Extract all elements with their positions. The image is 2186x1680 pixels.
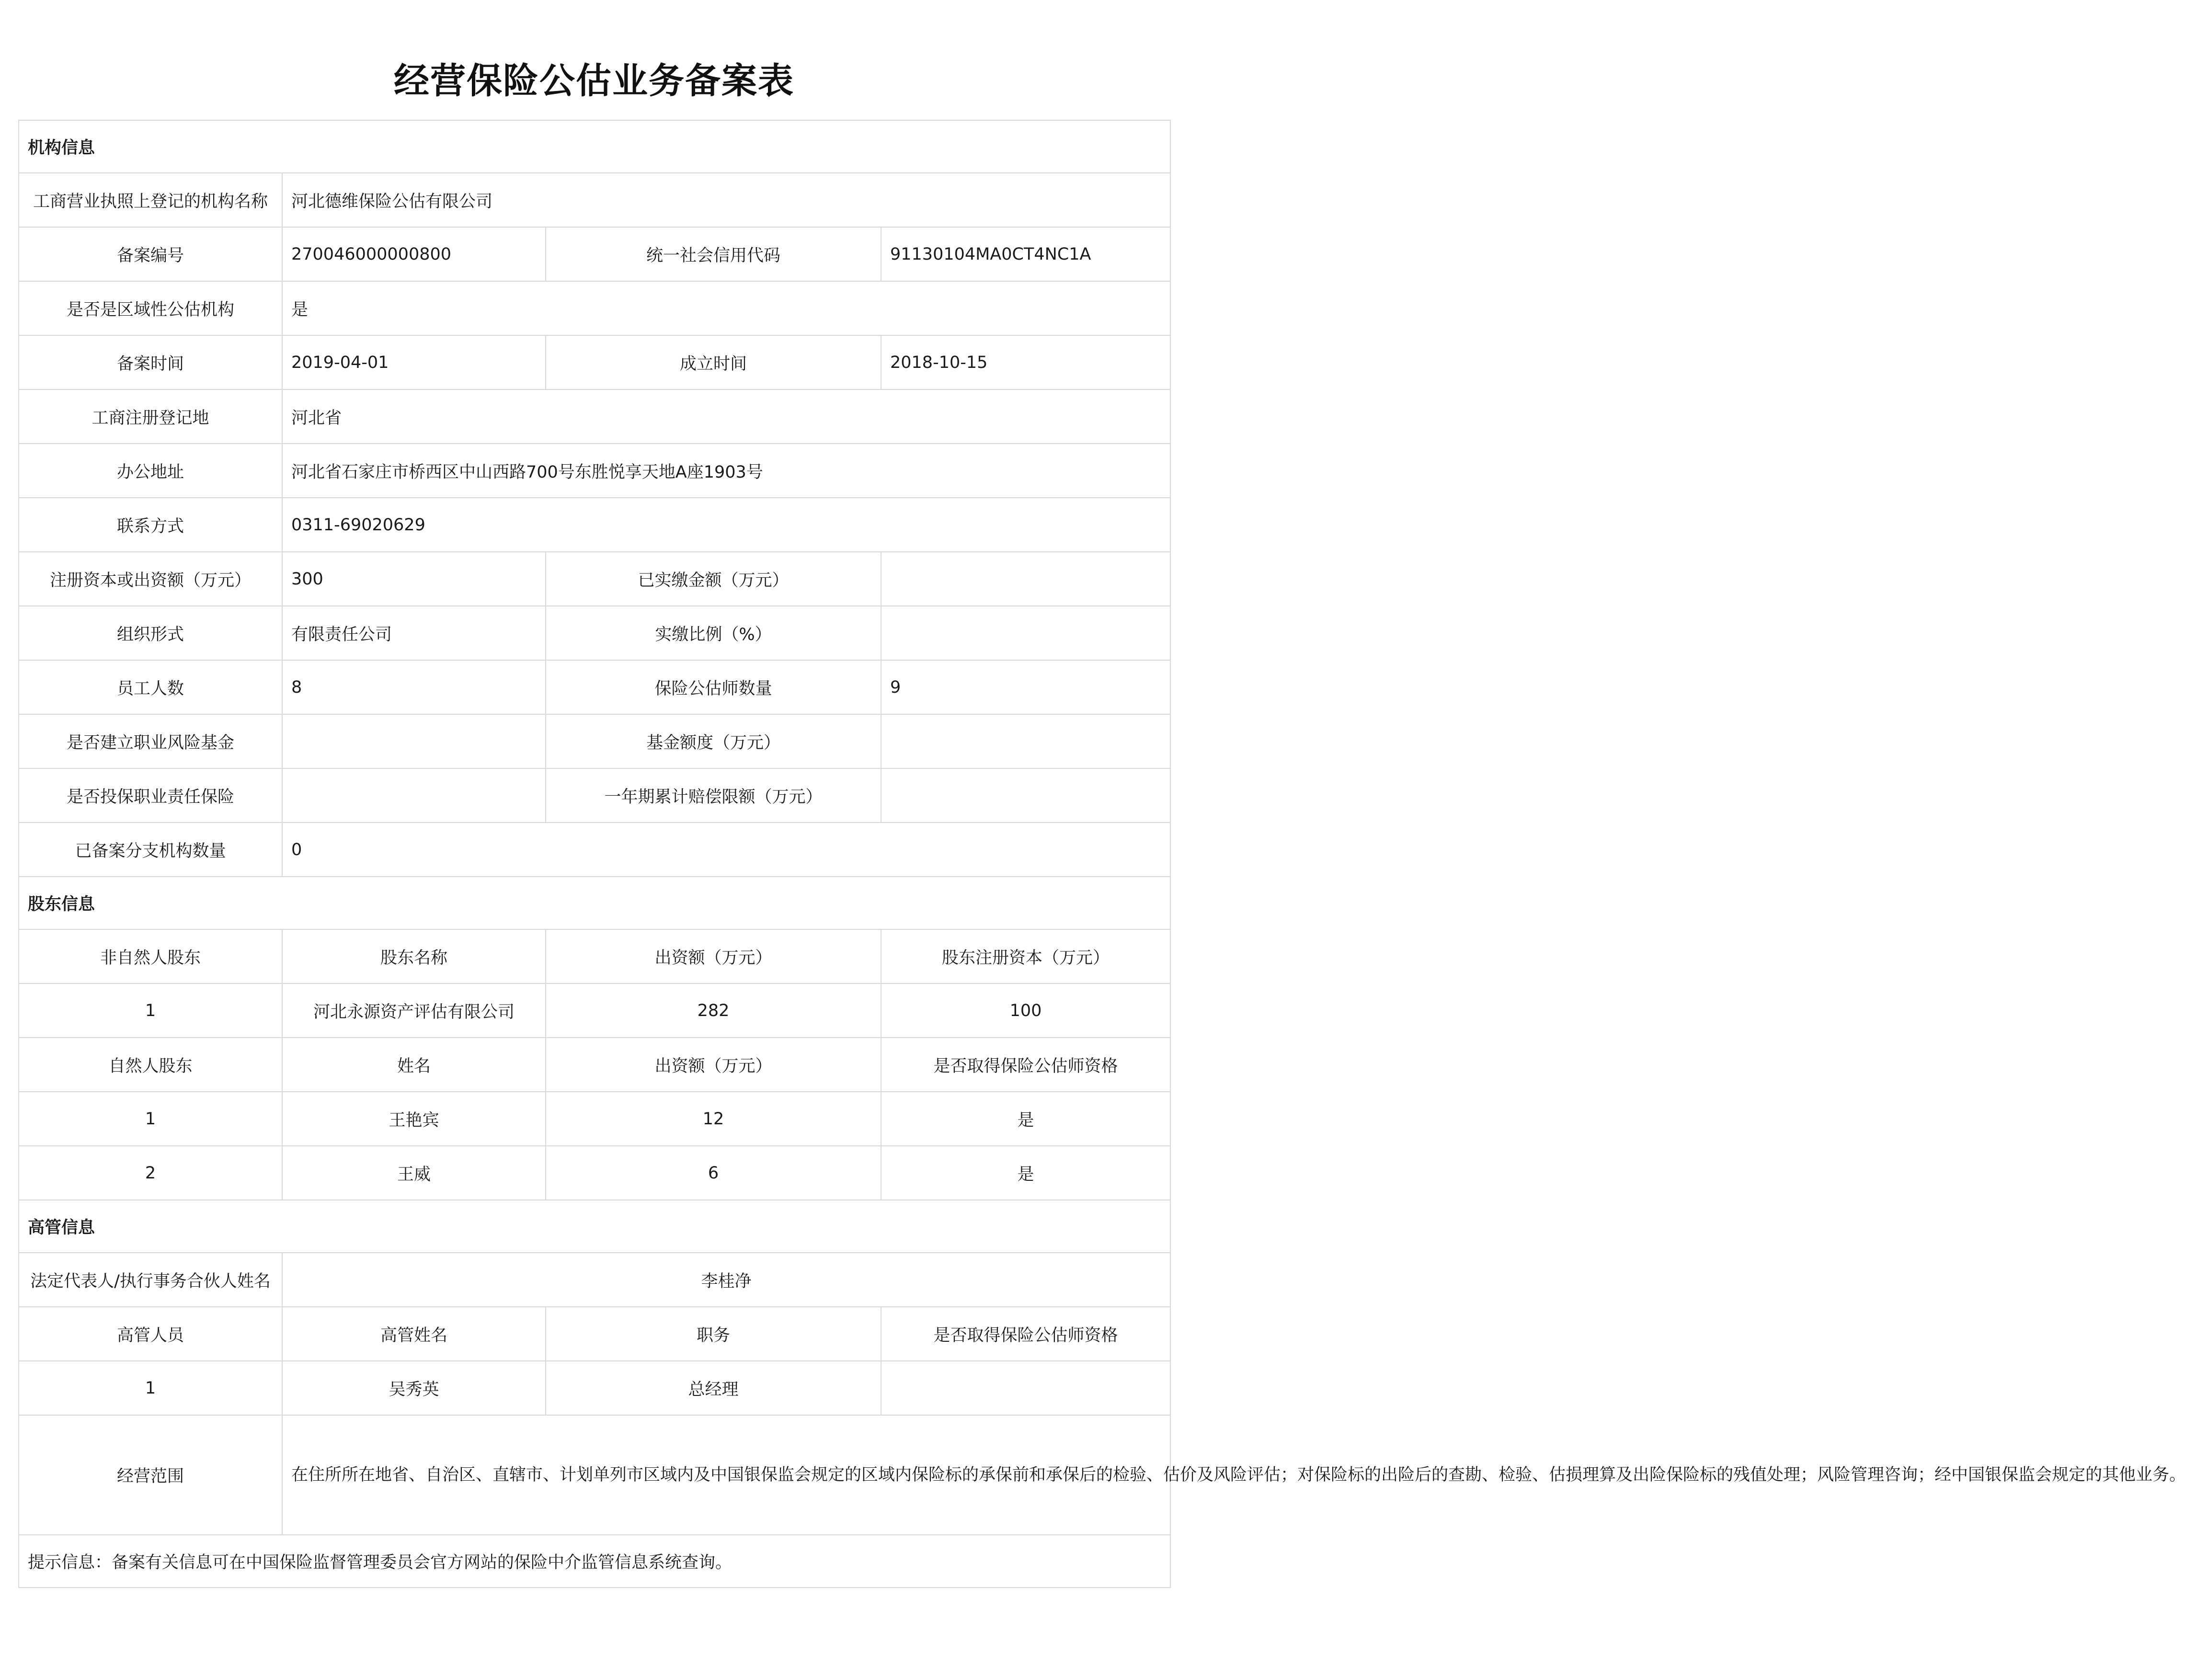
address-label: 办公地址 [19, 444, 282, 498]
corp-header-cell: 股东注册资本（万元） [881, 929, 1170, 983]
table-cell: 是 [881, 1146, 1170, 1200]
row-org-name [19, 173, 1170, 227]
contact-label: 联系方式 [19, 498, 282, 552]
corp-shareholder-header-row [19, 929, 1170, 983]
address-value: 河北省石家庄市桥西区中山西路700号东胜悦享天地A座1903号 [282, 444, 1170, 498]
established-label: 成立时间 [546, 335, 881, 389]
table-cell: 1 [19, 983, 282, 1038]
table-cell [881, 1361, 1170, 1415]
legal-rep-value: 李桂净 [282, 1253, 1170, 1307]
section-title-institution: 机构信息 [19, 120, 1170, 173]
liability-label: 是否投保职业责任保险 [19, 768, 282, 823]
table-cell: 282 [546, 983, 881, 1038]
section-row-shareholders [19, 877, 1170, 929]
contact-value: 0311-69020629 [282, 498, 1170, 552]
filing-form-table [18, 120, 2186, 1588]
table-row [19, 983, 1170, 1038]
table-cell: 12 [546, 1092, 881, 1146]
liability-value [282, 768, 546, 823]
table-cell: 河北永源资产评估有限公司 [282, 983, 546, 1038]
table-cell: 6 [546, 1146, 881, 1200]
executive-header-cell: 职务 [546, 1307, 881, 1361]
row-reg-place [19, 389, 1170, 444]
table-row [19, 1092, 1170, 1146]
adjusters-value: 9 [881, 660, 1170, 714]
corp-header-cell: 非自然人股东 [19, 929, 282, 983]
row-branches [19, 823, 1170, 877]
branches-value: 0 [282, 823, 1170, 877]
reg-place-label: 工商注册登记地 [19, 389, 282, 444]
section-title-executives: 高管信息 [19, 1200, 1170, 1253]
table-row [19, 1361, 1170, 1415]
table-cell: 王艳宾 [282, 1092, 546, 1146]
note-text: 提示信息：备案有关信息可在中国保险监督管理委员会官方网站的保险中介监管信息系统查询。 [19, 1535, 1170, 1588]
paid-ratio-label: 实缴比例（%） [546, 606, 881, 660]
table-cell: 吴秀英 [282, 1361, 546, 1415]
row-staff [19, 660, 1170, 714]
section-row-executives [19, 1200, 1170, 1253]
risk-fund-value [282, 714, 546, 768]
row-org-form [19, 606, 1170, 660]
legal-rep-label: 法定代表人/执行事务合伙人姓名 [19, 1253, 282, 1307]
table-row [19, 1146, 1170, 1200]
natural-header-cell: 出资额（万元） [546, 1038, 881, 1092]
capital-value: 300 [282, 552, 546, 606]
fund-amount-value [881, 714, 1170, 768]
executive-header-cell: 高管姓名 [282, 1307, 546, 1361]
row-risk-fund [19, 714, 1170, 768]
document-title: 经营保险公估业务备案表 [394, 60, 794, 102]
executive-header-cell: 是否取得保险公估师资格 [881, 1307, 1170, 1361]
org-name-label: 工商营业执照上登记的机构名称 [19, 173, 282, 227]
natural-header-cell: 自然人股东 [19, 1038, 282, 1092]
corp-header-cell: 股东名称 [282, 929, 546, 983]
section-title-shareholders: 股东信息 [19, 877, 1170, 929]
natural-header-cell: 是否取得保险公估师资格 [881, 1038, 1170, 1092]
regional-label: 是否是区域性公估机构 [19, 281, 282, 335]
org-form-value: 有限责任公司 [282, 606, 546, 660]
table-cell: 王威 [282, 1146, 546, 1200]
staff-value: 8 [282, 660, 546, 714]
risk-fund-label: 是否建立职业风险基金 [19, 714, 282, 768]
row-business-scope [19, 1415, 1170, 1535]
regional-value: 是 [282, 281, 1170, 335]
fund-amount-label: 基金额度（万元） [546, 714, 881, 768]
org-form-label: 组织形式 [19, 606, 282, 660]
paid-value [881, 552, 1170, 606]
row-regional [19, 281, 1170, 335]
filing-date-value: 2019-04-01 [282, 335, 546, 389]
reg-place-value: 河北省 [282, 389, 1170, 444]
row-address [19, 444, 1170, 498]
row-note [19, 1535, 1170, 1588]
natural-shareholder-header-row [19, 1038, 1170, 1092]
table-cell: 总经理 [546, 1361, 881, 1415]
org-name-value: 河北德维保险公估有限公司 [282, 173, 1170, 227]
natural-header-cell: 姓名 [282, 1038, 546, 1092]
credit-code-value: 91130104MA0CT4NC1A [881, 227, 1170, 281]
filing-no-value: 270046000000800 [282, 227, 546, 281]
executive-header-row [19, 1307, 1170, 1361]
established-value: 2018-10-15 [881, 335, 1170, 389]
filing-date-label: 备案时间 [19, 335, 282, 389]
table-cell: 是 [881, 1092, 1170, 1146]
table-cell: 2 [19, 1146, 282, 1200]
adjusters-label: 保险公估师数量 [546, 660, 881, 714]
staff-label: 员工人数 [19, 660, 282, 714]
branches-label: 已备案分支机构数量 [19, 823, 282, 877]
business-scope-label: 经营范围 [19, 1415, 282, 1535]
paid-label: 已实缴金额（万元） [546, 552, 881, 606]
row-contact [19, 498, 1170, 552]
table-cell: 1 [19, 1092, 282, 1146]
row-legal-rep [19, 1253, 1170, 1307]
executive-header-cell: 高管人员 [19, 1307, 282, 1361]
paid-ratio-value [881, 606, 1170, 660]
capital-label: 注册资本或出资额（万元） [19, 552, 282, 606]
row-dates [19, 335, 1170, 389]
row-filing-no [19, 227, 1170, 281]
claim-limit-value [881, 768, 1170, 823]
filing-no-label: 备案编号 [19, 227, 282, 281]
business-scope-value: 在住所所在地省、自治区、直辖市、计划单列市区域内及中国银保监会规定的区域内保险标的承保前和承保后的检验、估价及风险评估；对保险标的出险后的查勘、检验、估损理算及出险保险标的残值处理；风险管理咨询；经中国银保监会规定的其他业务。 [282, 1415, 1170, 1535]
corp-header-cell: 出资额（万元） [546, 929, 881, 983]
table-cell: 1 [19, 1361, 282, 1415]
row-capital [19, 552, 1170, 606]
table-cell: 100 [881, 983, 1170, 1038]
claim-limit-label: 一年期累计赔偿限额（万元） [546, 768, 881, 823]
section-row-institution [19, 120, 1170, 173]
row-liability [19, 768, 1170, 823]
credit-code-label: 统一社会信用代码 [546, 227, 881, 281]
